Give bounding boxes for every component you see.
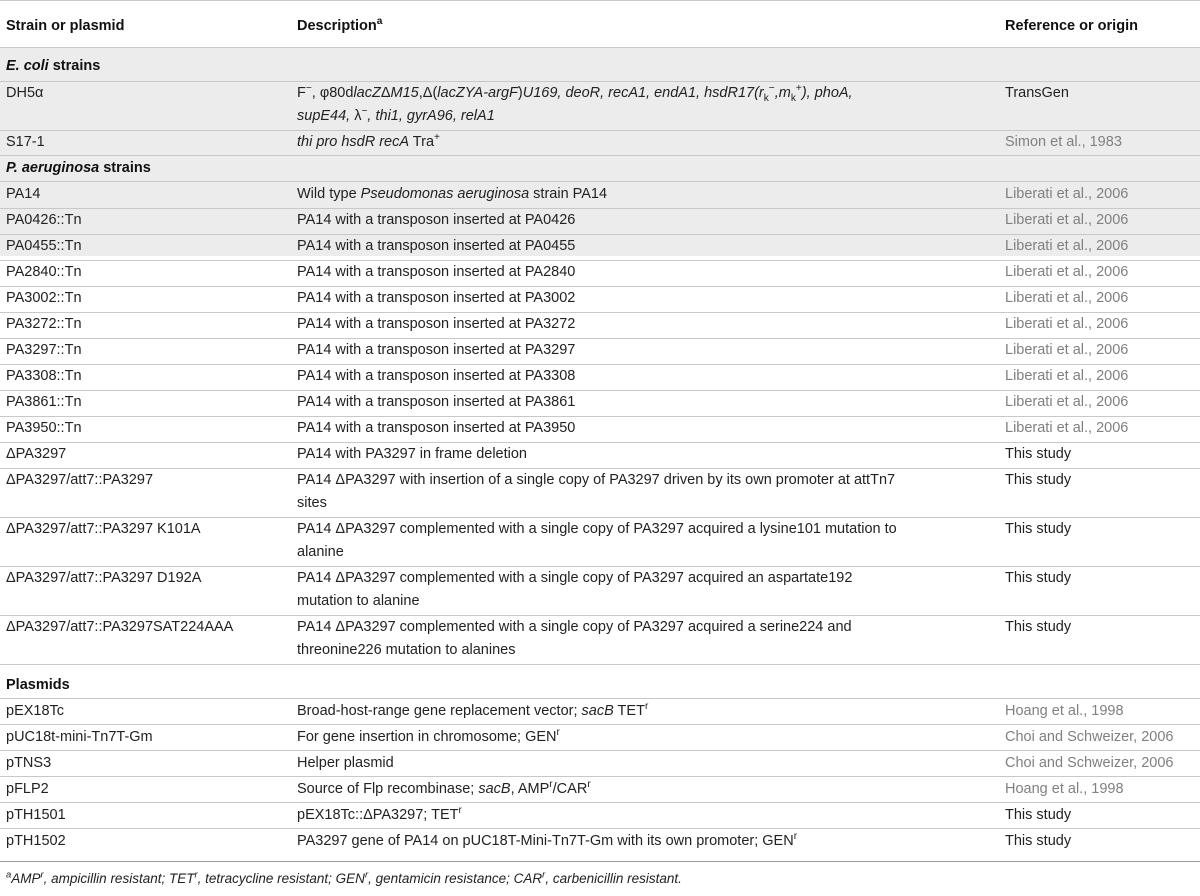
row-rule <box>0 155 1200 156</box>
header-description: Description$^a$ <box>297 16 383 34</box>
section-rule <box>0 698 1200 699</box>
table-top-rule <box>0 0 1200 1</box>
strain-name: ΔPA3297/att7::PA3297 <box>6 472 154 488</box>
strain-description: PA14 with a transposon inserted at PA3297 <box>297 342 576 358</box>
strain-reference: Liberati et al., 2006 <box>1005 368 1129 384</box>
strain-name: ΔPA3297/att7::PA3297 K101A <box>6 521 201 537</box>
strain-name: ΔPA3297/att7::PA3297 D192A <box>6 570 202 586</box>
strain-name: PA3002::Tn <box>6 290 82 306</box>
strain-description: Wild type Pseudomonas aeruginosa strain PA14 <box>297 186 608 202</box>
strain-description: PA14 ΔPA3297 complemented with a single copy of PA3297 acquired a lysine101 mutation to alanine <box>297 521 897 560</box>
table-bottom-rule <box>0 861 1200 862</box>
strain-name: PA3272::Tn <box>6 316 82 332</box>
strain-reference: This study <box>1005 472 1072 488</box>
table-footnote: $^a$AMP$^r$, ampicillin resistant; TET$^r$, tetracycline resistant; GEN$^r$, gentamicin resistance; CAR$^r$, carbenicillin resistant. <box>6 869 682 886</box>
strain-description: PA14 with a transposon inserted at PA0455 <box>297 238 576 254</box>
strain-name: PA3297::Tn <box>6 342 82 358</box>
row-rule <box>0 776 1200 777</box>
strain-description: PA14 with a transposon inserted at PA3308 <box>297 368 576 384</box>
header-strain-or-plasmid: Strain or plasmid <box>6 18 125 34</box>
strain-description: PA14 ΔPA3297 with insertion of a single copy of PA3297 driven by its own promoter at attTn7 sites <box>297 472 896 511</box>
strain-description: PA14 with a transposon inserted at PA3950 <box>297 420 576 436</box>
strain-reference: This study <box>1005 570 1072 586</box>
strain-reference: Liberati et al., 2006 <box>1005 238 1129 254</box>
header-reference: Reference or origin <box>1005 18 1138 34</box>
strain-name: PA14 <box>6 186 41 202</box>
strain-reference: Liberati et al., 2006 <box>1005 420 1129 436</box>
row-rule <box>0 750 1200 751</box>
row-rule <box>0 724 1200 725</box>
section-rule <box>0 181 1200 182</box>
strain-name: ΔPA3297 <box>6 446 67 462</box>
strain-name: PA3308::Tn <box>6 368 82 384</box>
strain-reference: Liberati et al., 2006 <box>1005 290 1129 306</box>
strain-name: PA0426::Tn <box>6 212 82 228</box>
strain-description: PA14 with a transposon inserted at PA3002 <box>297 290 576 306</box>
strain-name: PA0455::Tn <box>6 238 82 254</box>
strain-reference: Liberati et al., 2006 <box>1005 212 1129 228</box>
strain-description: PA14 with a transposon inserted at PA2840 <box>297 264 576 280</box>
strain-description: PA14 with a transposon inserted at PA0426 <box>297 212 576 228</box>
strain-reference: Liberati et al., 2006 <box>1005 264 1129 280</box>
strain-description: PA14 with a transposon inserted at PA3861 <box>297 394 576 410</box>
strain-name: ΔPA3297/att7::PA3297SAT224AAA <box>6 619 234 635</box>
strain-description: PA14 with a transposon inserted at PA3272 <box>297 316 576 332</box>
strain-reference: Liberati et al., 2006 <box>1005 316 1129 332</box>
strain-reference: Liberati et al., 2006 <box>1005 342 1129 358</box>
strain-reference: Liberati et al., 2006 <box>1005 186 1129 202</box>
strain-name: PA2840::Tn <box>6 264 82 280</box>
strain-name: PA3861::Tn <box>6 394 82 410</box>
row-rule <box>0 802 1200 803</box>
strain-reference: This study <box>1005 446 1072 462</box>
row-rule <box>0 828 1200 829</box>
strain-name: PA3950::Tn <box>6 420 82 436</box>
strain-description: PA14 with PA3297 in frame deletion <box>297 446 527 462</box>
strain-reference: This study <box>1005 521 1072 537</box>
strain-description: PA14 ΔPA3297 complemented with a single copy of PA3297 acquired an aspartate192 mutation to alanine <box>297 570 853 609</box>
strain-reference: Liberati et al., 2006 <box>1005 394 1129 410</box>
strain-description: PA14 ΔPA3297 complemented with a single copy of PA3297 acquired a serine224 and threonine226 mutation to alanines <box>297 619 852 658</box>
row-rule <box>0 664 1200 665</box>
strain-reference: This study <box>1005 619 1072 635</box>
